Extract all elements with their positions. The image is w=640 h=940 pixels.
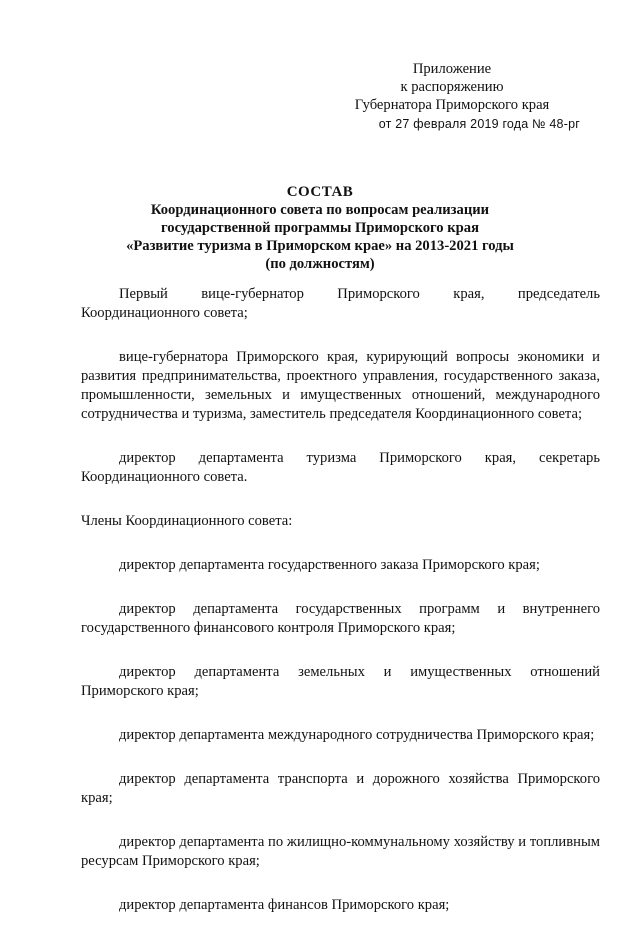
appendix-header [322, 60, 582, 133]
document-body [81, 285, 600, 940]
paragraph-members-heading: Члены Координационного совета: [81, 513, 293, 529]
appendix-label: Приложение [412, 61, 492, 77]
title-line-1: Координационного совета по вопросам реализации [150, 202, 490, 218]
paragraph-secretary: директор департамента туризма Приморского края, секретарь Координационного совета. [81, 450, 600, 485]
paragraph-member: директор департамента государственного заказа Приморского края; [119, 557, 540, 573]
paragraph-member: директор департамента финансов Приморского края; [119, 897, 450, 913]
title-line-4: (по должностям) [265, 256, 375, 272]
document-title [60, 183, 580, 273]
paragraph-member: директор департамента земельных и имущественных отношений Приморского края; [81, 664, 600, 699]
paragraph-member: директор департамента транспорта и дорожного хозяйства Приморского края; [81, 771, 600, 806]
paragraph-member: директор департамента по жилищно-коммунальному хозяйству и топливным ресурсам Приморского края; [81, 834, 600, 869]
appendix-order-label: к распоряжению [400, 79, 504, 95]
title-main: СОСТАВ [286, 184, 354, 200]
paragraph-deputy-chairman: вице-губернатора Приморского края, курирующий вопросы экономики и развития предпринимательства, проектного управления, государственного заказа, промышленности, земельных и имущественных отношений, международного сотрудничества и туризма, заместитель председателя Координационного совета; [81, 349, 600, 422]
appendix-date: от 27 февраля 2019 года № 48-рг [378, 117, 580, 131]
title-line-2: государственной программы Приморского края [161, 220, 479, 236]
paragraph-chairman: Первый вице-губернатор Приморского края, председатель Координационного совета; [81, 286, 600, 321]
appendix-governor-label: Губернатора Приморского края [354, 97, 550, 113]
paragraph-member: директор департамента международного сотрудничества Приморского края; [119, 727, 595, 743]
paragraph-member: директор департамента государственных программ и внутреннего государственного финансового контроля Приморского края; [81, 601, 600, 636]
title-line-3: «Развитие туризма в Приморском крае» на 2013-2021 годы [126, 238, 514, 254]
